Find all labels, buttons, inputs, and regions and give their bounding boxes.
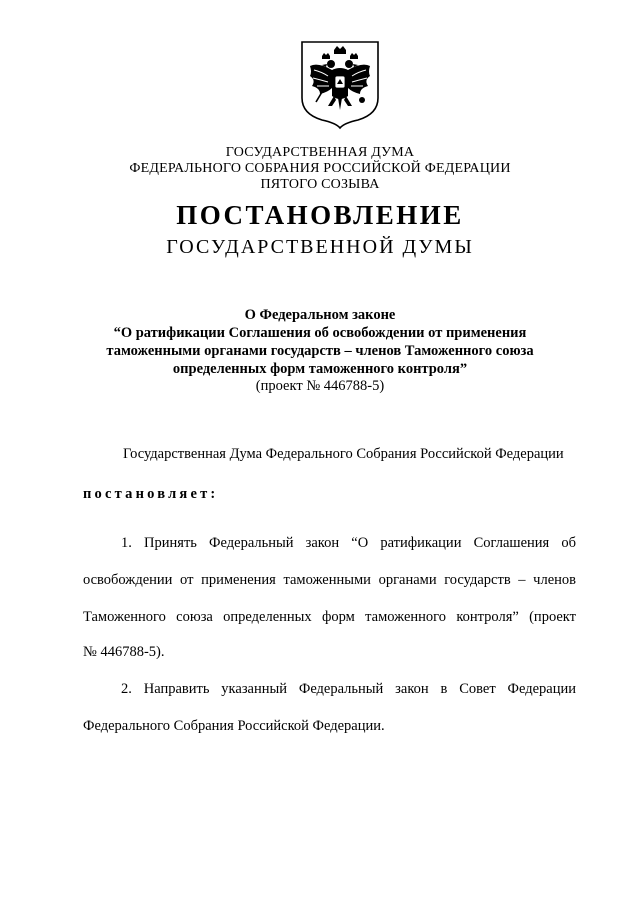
document-subtitle: ГОСУДАРСТВЕННОЙ ДУМЫ	[166, 236, 474, 258]
item-1-line-3: Таможенного союза определенных форм таможенного контроля” (проект	[83, 609, 576, 625]
document-title: ПОСТАНОВЛЕНИЕ	[176, 200, 464, 230]
subject-line-1: О Федеральном законе	[244, 307, 396, 323]
subject-line-3: таможенными органами государств – членов Таможенного союза	[106, 343, 534, 359]
item-2-line-2: Федерального Собрания Российской Федерации.	[83, 718, 385, 734]
resolves-word: постановляет:	[83, 486, 219, 502]
item-2-line-1: 2. Направить указанный Федеральный закон в Совет Федерации	[121, 681, 576, 697]
org-name-line-2: ФЕДЕРАЛЬНОГО СОБРАНИЯ РОССИЙСКОЙ ФЕДЕРАЦИИ	[129, 161, 511, 176]
item-1-line-4: № 446788-5).	[83, 644, 165, 660]
preamble: Государственная Дума Федерального Собрания Российской Федерации	[123, 446, 564, 462]
org-name-line-1: ГОСУДАРСТВЕННАЯ ДУМА	[225, 145, 415, 160]
item-1-line-1: 1. Принять Федеральный закон “О ратификации Соглашения об	[121, 535, 576, 551]
convocation-line: ПЯТОГО СОЗЫВА	[260, 177, 380, 192]
project-number: (проект № 446788-5)	[255, 378, 385, 394]
subject-line-4: определенных форм таможенного контроля”	[172, 361, 468, 377]
subject-line-2: “О ратификации Соглашения об освобождении от применения	[113, 325, 527, 341]
item-1-line-2: освобождении от применения таможенными органами государств – членов	[83, 572, 576, 588]
coat-of-arms-icon	[298, 40, 382, 130]
